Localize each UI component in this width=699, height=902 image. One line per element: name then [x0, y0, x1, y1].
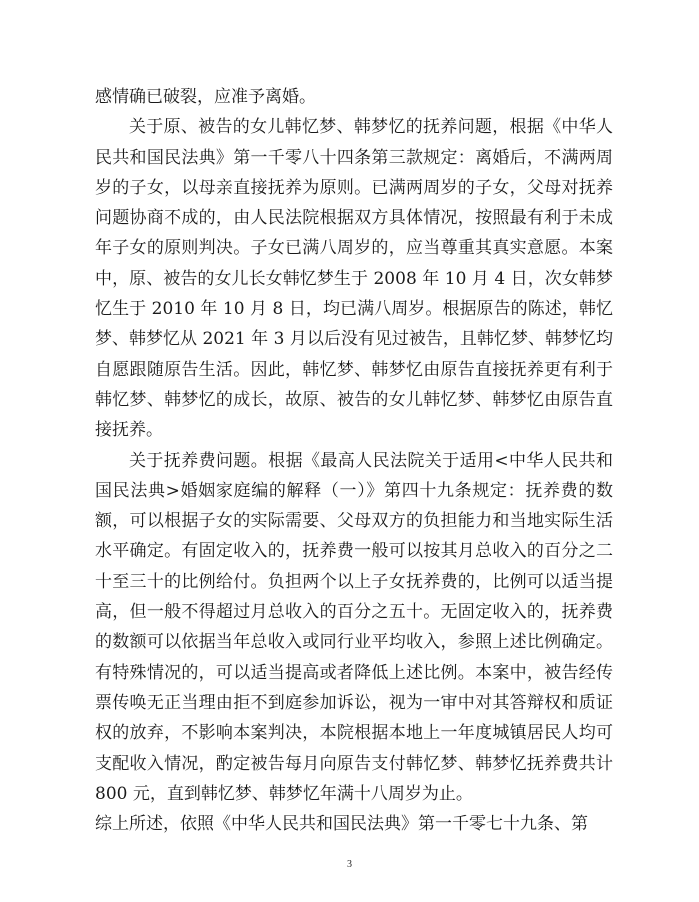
paragraph-2: 关于原、被告的女儿韩忆梦、韩梦忆的抚养问题，根据《中华人民共和国民法典》第一千零八十四条第三款规定：离婚后，不满两周岁的子女，以母亲直接抚养为原则。已满两周岁的子女，父母对抚养问题协商不成的，由人民法院根据双方具体情况，按照最有利于未成年子女的原则判决。子女已满八周岁的，应当尊重其真实意愿。本案中，原、被告的女儿长女韩忆梦生于 2008 年 10 月 4 日，次女韩梦忆生于 2010 年 10 月 8 日，均已满八周岁。根据原告的陈述，韩忆梦、韩梦忆从 2021 年 3 月以后没有见过被告，且韩忆梦、韩梦忆均自愿跟随原告生活。因此，韩忆梦、韩梦忆由原告直接抚养更有利于韩忆梦、韩梦忆的成长，故原、被告的女儿韩忆梦、韩梦忆由原告直接抚养。 — [95, 117, 613, 441]
paragraph-1: 感情确已破裂，应准予离婚。 — [95, 87, 316, 107]
document-body — [95, 82, 613, 839]
paragraph-4: 综上所述，依照《中华人民共和国民法典》第一千零七十九条、第 — [95, 814, 588, 835]
paragraph-3: 关于抚养费问题。根据《最高人民法院关于适用<中华人民共和国民法典>婚姻家庭编的解释（一）》第四十九条规定：抚养费的数额，可以根据子女的实际需要、父母双方的负担能力和当地实际生活水平确定。有固定收入的，抚养费一般可以按其月总收入的百分之二十至三十的比例给付。负担两个以上子女抚养费的，比例可以适当提高，但一般不得超过月总收入的百分之五十。无固定收入的，抚养费的数额可以依据当年总收入或同行业平均收入，参照上述比例确定。有特殊情况的，可以适当提高或者降低上述比例。本案中，被告经传票传唤无正当理由拒不到庭参加诉讼，视为一审中对其答辩权和质证权的放弃，不影响本案判决，本院根据本地上一年度城镇居民人均可支配收入情况，酌定被告每月向原告支付韩忆梦、韩梦忆抚养费共计 800 元，直到韩忆梦、韩梦忆年满十八周岁为止。 — [95, 450, 613, 804]
page-number: 3 — [347, 859, 352, 870]
